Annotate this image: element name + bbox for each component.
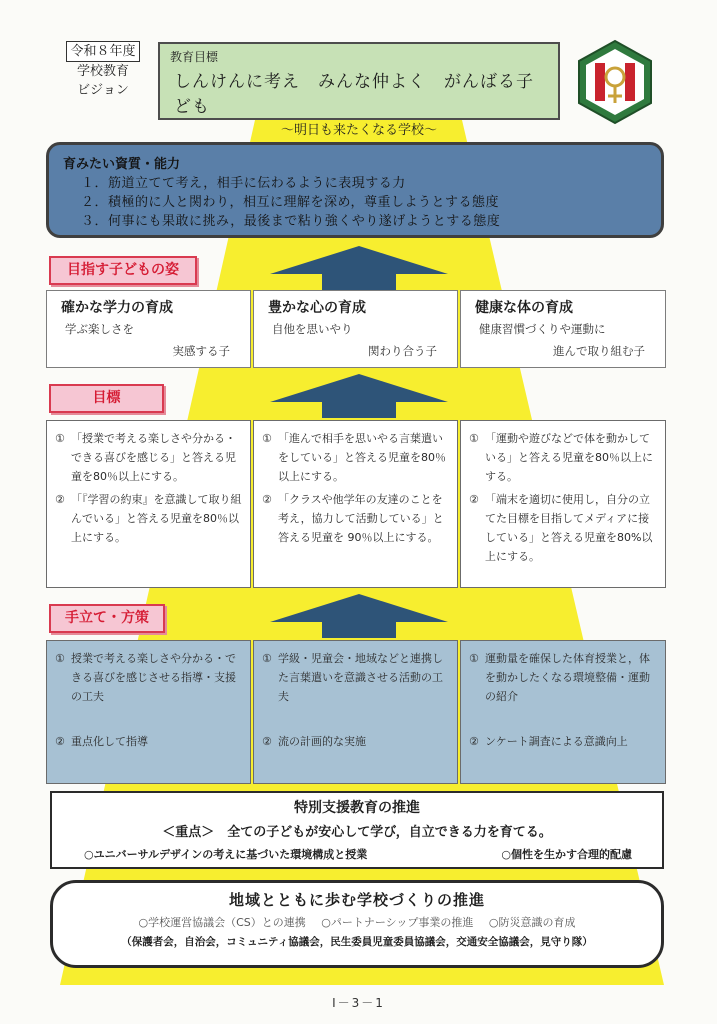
item-number: ① bbox=[469, 652, 479, 665]
list-item bbox=[469, 649, 657, 706]
list-item bbox=[55, 649, 242, 706]
card-title: 豊かな心の育成 bbox=[268, 300, 366, 316]
vision-label bbox=[56, 41, 150, 100]
measures-academic bbox=[46, 640, 251, 784]
quality-item-3: ３．何事にも果敢に挑み，最後まで粘り強くやり遂げようとする態度 bbox=[81, 214, 501, 229]
vision-line1: 学校教育 bbox=[76, 64, 129, 79]
list-item bbox=[55, 732, 242, 751]
quality-item-1: １．筋道立てて考え，相手に伝わるように表現する力 bbox=[81, 176, 406, 191]
item-text: 「クラスや他学年の友達のことを考え，協力して活動している」と答える児童を 90％以上にする。 bbox=[278, 493, 444, 544]
item-number: ① bbox=[469, 432, 479, 445]
item-text: 運動量を確保した体育授業と，体を動かしたくなる環境整備・運動の紹介 bbox=[485, 652, 650, 703]
section-label-children: 目指す子どもの姿 bbox=[49, 256, 197, 285]
list-item bbox=[55, 490, 242, 547]
item-number: ② bbox=[262, 735, 272, 748]
special-focus: ＜重点＞ 全ての子どもが安心して学び，自立できる力を育てる。 bbox=[162, 825, 552, 840]
list-item bbox=[262, 490, 449, 547]
item-number: ① bbox=[262, 432, 272, 445]
section-label-targets: 目標 bbox=[49, 384, 164, 413]
card-academic bbox=[46, 290, 251, 368]
community-item: ○学校運営協議会（CS）との連携 bbox=[138, 916, 306, 929]
list-item bbox=[55, 429, 242, 486]
item-text: 「授業で考える楽しさや分かる・できる喜びを感じる」と答える児童を80％以上にする。 bbox=[71, 432, 236, 483]
item-text: 授業で考える楽しさや分かる・できる喜びを感じさせる指導・支援の工夫 bbox=[71, 652, 236, 703]
special-item-right: ○個性を生かす合理的配慮 bbox=[501, 848, 632, 861]
card-line2: 関わり合う子 bbox=[368, 344, 437, 358]
community-item: ○パートナーシップ事業の推進 bbox=[321, 916, 474, 929]
list-item bbox=[262, 732, 449, 751]
item-text: 「『学習の約束』を意識して取り組んでいる」と答える児童を80％以上にする。 bbox=[71, 493, 242, 544]
item-number: ② bbox=[469, 493, 479, 506]
goal-sub: ～明日も来たくなる学校～ bbox=[280, 123, 437, 138]
targets-health bbox=[460, 420, 666, 588]
qualities-box bbox=[46, 142, 664, 238]
targets-heart bbox=[253, 420, 458, 588]
card-line2: 進んで取り組む子 bbox=[553, 344, 645, 358]
item-number: ② bbox=[469, 735, 479, 748]
card-line1: 自他を思いやり bbox=[272, 322, 353, 336]
item-number: ① bbox=[55, 432, 65, 445]
list-item bbox=[469, 732, 657, 751]
card-heart bbox=[253, 290, 458, 368]
list-item bbox=[262, 649, 449, 706]
targets-academic bbox=[46, 420, 251, 588]
card-health bbox=[460, 290, 666, 368]
card-line2: 実感する子 bbox=[172, 344, 230, 358]
item-text: ンケート調査による意識向上 bbox=[485, 735, 628, 748]
vision-line2: ビジョン bbox=[77, 83, 129, 98]
goal-label: 教育目標 bbox=[170, 50, 219, 64]
item-number: ② bbox=[55, 735, 65, 748]
item-text: 「端末を適切に使用し，自分の立てた目標を目指してメディアに接している」と答える児童を80%以上にする。 bbox=[485, 493, 653, 563]
up-arrow-icon bbox=[268, 372, 450, 418]
card-line1: 健康習慣づくりや運動に bbox=[479, 322, 606, 336]
item-number: ① bbox=[262, 652, 272, 665]
page-number: I－3－1 bbox=[332, 996, 385, 1010]
special-title: 特別支援教育の推進 bbox=[294, 800, 420, 816]
community-box bbox=[50, 880, 664, 968]
qualities-title: 育みたい資質・能力 bbox=[63, 157, 181, 172]
section-label-measures: 手立て・方策 bbox=[49, 604, 165, 633]
community-members: （保護者会，自治会，コミュニティ協議会，民生委員児童委員協議会，交通安全協議会，見守り隊） bbox=[121, 936, 593, 948]
item-text: 「運動や遊びなどで体を動かしている」と答える児童を80％以上にする。 bbox=[485, 432, 653, 483]
list-item bbox=[262, 429, 449, 486]
up-arrow-icon bbox=[268, 244, 450, 290]
measures-heart bbox=[253, 640, 458, 784]
measures-health bbox=[460, 640, 666, 784]
list-item bbox=[469, 490, 657, 566]
card-line1: 学ぶ楽しさを bbox=[65, 322, 134, 336]
item-text: 重点化して指導 bbox=[71, 735, 148, 748]
item-number: ② bbox=[262, 493, 272, 506]
item-number: ① bbox=[55, 652, 65, 665]
list-item bbox=[469, 429, 657, 486]
education-goal-box bbox=[158, 42, 560, 138]
item-number: ② bbox=[55, 493, 65, 506]
school-emblem-icon bbox=[575, 39, 655, 125]
item-text: 学級・児童会・地域などと連携した言葉遣いを意識させる活動の工夫 bbox=[278, 652, 443, 703]
community-item: ○防災意識の育成 bbox=[488, 916, 576, 929]
community-title: 地域とともに歩む学校づくりの推進 bbox=[228, 891, 485, 909]
up-arrow-icon bbox=[268, 592, 450, 638]
card-title: 確かな学力の育成 bbox=[61, 300, 173, 316]
card-title: 健康な体の育成 bbox=[475, 300, 573, 316]
item-text: 「進んで相手を思いやる言葉遣いをしている」と答える児童を80％以上にする。 bbox=[278, 432, 446, 483]
quality-item-2: ２．積極的に人と関わり，相互に理解を深め，尊重しようとする態度 bbox=[81, 195, 499, 210]
goal-main: しんけんに考え みんな仲よく がんばる子ども bbox=[174, 72, 534, 117]
item-text: 流の計画的な実施 bbox=[278, 735, 366, 748]
special-item-left: ○ユニバーサルデザインの考えに基づいた環境構成と授業 bbox=[84, 848, 368, 861]
era-year: 令和８年度 bbox=[66, 41, 139, 62]
special-support-box bbox=[50, 791, 664, 869]
